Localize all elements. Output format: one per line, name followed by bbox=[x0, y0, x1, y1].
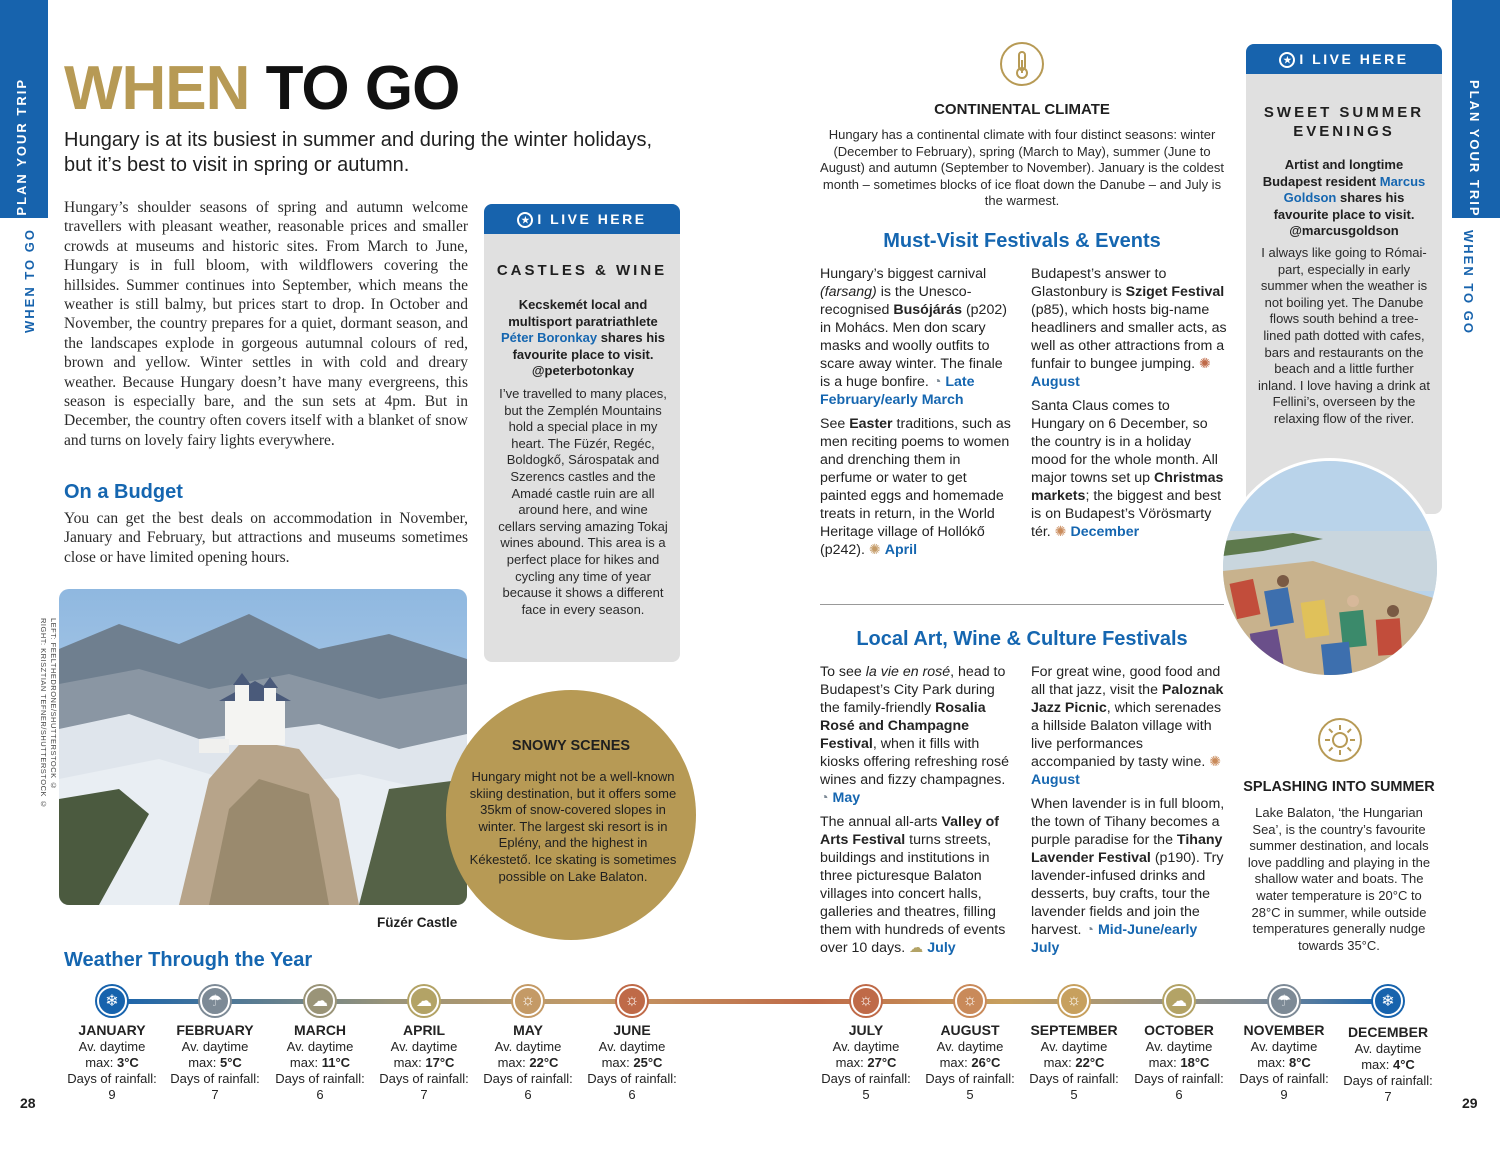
fuzer-castle-photo bbox=[59, 589, 467, 905]
weather-month-april bbox=[372, 1022, 476, 1103]
max-temp-line bbox=[918, 1055, 1022, 1071]
paloznak-paragraph bbox=[1031, 663, 1227, 789]
rainfall-label: Days of rainfall: bbox=[275, 1071, 365, 1086]
climate-body: Hungary has a continental climate with four distinct seasons: winter (December to February), spring (March to May), summer (June to August) and autumn (September to November). January is the coldest month – sometimes blocks of ice float down the Danube – and July is the warmest. bbox=[820, 127, 1224, 209]
sun-icon: ☼ bbox=[1059, 986, 1089, 1016]
max-temp-line bbox=[1232, 1055, 1336, 1071]
rain-cloud-icon: ☂ bbox=[1269, 986, 1299, 1016]
local-handle: @marcusgoldson bbox=[1289, 223, 1399, 238]
month-name: MARCH bbox=[293, 1022, 347, 1038]
festivals-heading: Must-Visit Festivals & Events bbox=[883, 230, 1161, 252]
text-italic: la vie en rosé bbox=[865, 664, 951, 680]
rainfall-label: Days of rainfall: bbox=[1029, 1071, 1119, 1086]
daytime-label: Av. daytime bbox=[598, 1039, 666, 1054]
live-here-header bbox=[484, 204, 680, 234]
text: See bbox=[820, 416, 846, 432]
month-name: AUGUST bbox=[940, 1022, 1000, 1038]
event-date: May bbox=[832, 790, 861, 806]
rainfall-label: Days of rainfall: bbox=[821, 1071, 911, 1086]
max-temp-line bbox=[1022, 1055, 1126, 1071]
daytime-label: Av. daytime bbox=[1354, 1041, 1422, 1056]
weather-month-june bbox=[580, 1022, 684, 1103]
month-name: JANUARY bbox=[78, 1022, 146, 1038]
title-to-go: TO GO bbox=[265, 54, 460, 123]
daytime-label: Av. daytime bbox=[286, 1039, 354, 1054]
live-here-title bbox=[1246, 103, 1442, 141]
weather-month-january bbox=[60, 1022, 164, 1103]
easter-name: Easter bbox=[849, 416, 893, 432]
weather-heading: Weather Through the Year bbox=[64, 949, 313, 971]
left-side-tab bbox=[0, 0, 48, 218]
max-temp-value: 4°C bbox=[1392, 1057, 1415, 1072]
rainfall-value: 5 bbox=[862, 1087, 870, 1102]
rainfall-label: Days of rainfall: bbox=[925, 1071, 1015, 1086]
local-name: Marcus Goldson bbox=[1283, 173, 1426, 205]
festivals-column-2 bbox=[1031, 265, 1227, 547]
text: , head to Budapest’s City Park during the family-friendly bbox=[820, 664, 1006, 716]
max-temp-line bbox=[1127, 1055, 1231, 1071]
daytime-label: Av. daytime bbox=[1250, 1039, 1318, 1054]
lavender-paragraph bbox=[1031, 795, 1227, 957]
sun-icon-svg bbox=[1320, 720, 1360, 760]
calendar-icon: ◔ bbox=[932, 374, 942, 390]
weather-month-september bbox=[1022, 1022, 1126, 1103]
rainfall-value: 6 bbox=[316, 1087, 324, 1102]
text: To see bbox=[820, 664, 862, 680]
snowflake-icon: ❄ bbox=[97, 986, 127, 1016]
max-temp-line bbox=[372, 1055, 476, 1071]
live-here-icon: ★ bbox=[1279, 52, 1295, 68]
snowy-scenes-circle bbox=[446, 690, 696, 940]
weather-month-may bbox=[476, 1022, 580, 1103]
max-label: max: bbox=[1148, 1055, 1177, 1070]
beach-photo bbox=[1220, 458, 1440, 678]
sun-icon: ✺ bbox=[1199, 356, 1211, 372]
weather-month-december bbox=[1336, 1024, 1440, 1105]
left-tab-when-to-go: WHEN TO GO bbox=[22, 228, 37, 333]
max-temp-line bbox=[1336, 1057, 1440, 1073]
photo-credit-left: LEFT: FEELTHEDRONE/SHUTTERSTOCK © bbox=[49, 618, 58, 791]
sun-cloud-icon: ☁ bbox=[409, 986, 439, 1016]
intro-part-b: shares his favourite place to visit. bbox=[512, 330, 666, 362]
text: ; the biggest and best is on Budapest’s Vörösmarty tér. bbox=[1031, 488, 1222, 540]
max-label: max: bbox=[1043, 1055, 1072, 1070]
summer-title: SPLASHING INTO SUMMER bbox=[1243, 779, 1435, 795]
live-here-body: I always like going to Római-part, especially in early summer when the weather is not boiling yet. The Danube flows south behind a tree-lined path dotted with cafes, bars and restaurants on the beach and a little further inland. I love having a drink at Fellini’s, overseen by the relaxing flow of the river. bbox=[1258, 245, 1430, 426]
live-here-intro bbox=[498, 297, 668, 380]
month-name: DECEMBER bbox=[1347, 1024, 1429, 1040]
rainfall-label: Days of rainfall: bbox=[1134, 1071, 1224, 1086]
event-date: Late February/early March bbox=[820, 374, 975, 408]
weather-month-february bbox=[163, 1022, 267, 1103]
section-divider bbox=[820, 604, 1224, 605]
event-date: April bbox=[884, 542, 918, 558]
live-here-intro bbox=[1258, 157, 1430, 240]
rosalia-paragraph bbox=[820, 663, 1016, 807]
intro-part-a: Kecskemét local and multisport paratriathlete bbox=[508, 297, 658, 329]
max-label: max: bbox=[939, 1055, 968, 1070]
sun-cloud-icon: ☁ bbox=[305, 986, 335, 1016]
page-number-right: 29 bbox=[1462, 1095, 1478, 1111]
rainfall-value: 5 bbox=[1070, 1087, 1078, 1102]
rainfall-value: 6 bbox=[1175, 1087, 1183, 1102]
rainfall-label: Days of rainfall: bbox=[67, 1071, 157, 1086]
christmas-paragraph bbox=[1031, 397, 1227, 541]
art-column-1 bbox=[820, 663, 1016, 963]
photo-caption: Füzér Castle bbox=[377, 915, 458, 930]
max-temp-value: 17°C bbox=[425, 1055, 455, 1070]
snowflake-icon: ❄ bbox=[1373, 986, 1403, 1016]
max-label: max: bbox=[85, 1055, 114, 1070]
month-name: SEPTEMBER bbox=[1030, 1022, 1118, 1038]
max-label: max: bbox=[1361, 1057, 1390, 1072]
festivals-column-1 bbox=[820, 265, 1016, 565]
cloud-icon: ◔ bbox=[1085, 922, 1094, 938]
max-temp-line bbox=[580, 1055, 684, 1071]
month-name: FEBRUARY bbox=[176, 1022, 254, 1038]
main-text: Hungary’s shoulder seasons of spring and autumn welcome travellers with pleasant weather, reasonable prices and smaller crowds at museums and historic sites. From March to June, Hungary is in full bloom, with wildflowers covering the hillsides. Summer continues into September, which means the weather is still balmy, but prices start to drop. In October and November, the country prepares for a quiet, dormant season, and the landscapes explode in gorgeous autumnal colours of red, brown and yellow. Winter settles in with cold and dreary weather. Because Hungary doesn’t have many evergreens, this season is especially bare, and the sun sets at 4pm. But in December, the country often covers itself with a blanket of snow and turns on lovely fairy lights everywhere. bbox=[64, 199, 468, 449]
sun-icon: ☼ bbox=[513, 986, 543, 1016]
max-label: max: bbox=[1257, 1055, 1286, 1070]
max-temp-value: 3°C bbox=[116, 1055, 139, 1070]
max-label: max: bbox=[497, 1055, 526, 1070]
intro-part-b: shares his favourite place to visit. bbox=[1273, 190, 1415, 222]
sun-icon: ✺ bbox=[1209, 754, 1222, 770]
valley-of-arts-name: Valley of Arts Festival bbox=[820, 814, 1000, 848]
beach-scene-image bbox=[1223, 461, 1440, 678]
thermometer-icon-svg bbox=[1002, 44, 1042, 84]
intro-part-a: Artist and longtime Budapest resident bbox=[1262, 157, 1404, 189]
month-name: APRIL bbox=[403, 1022, 445, 1038]
budget-heading: On a Budget bbox=[64, 481, 183, 503]
weather-month-october bbox=[1127, 1022, 1231, 1103]
text: traditions, such as men reciting poems to women and drenching them in perfume or water to get painted eggs and homemade treats in return, in the World Heritage village of Hollókő (p242). bbox=[820, 416, 1011, 558]
rainfall-value: 6 bbox=[524, 1087, 532, 1102]
page-title bbox=[64, 54, 460, 123]
rainfall-value: 7 bbox=[1384, 1089, 1392, 1104]
rainfall-value: 5 bbox=[966, 1087, 974, 1102]
max-temp-value: 8°C bbox=[1288, 1055, 1311, 1070]
busojaras-name: Busójárás bbox=[893, 302, 962, 318]
text: (p85), which hosts big-name headliners and smaller acts, as well as other attractions from a funfair to bungee jumping. bbox=[1031, 302, 1227, 372]
live-here-icon: ★ bbox=[517, 212, 533, 228]
rainfall-label: Days of rainfall: bbox=[483, 1071, 573, 1086]
rainfall-value: 9 bbox=[1280, 1087, 1288, 1102]
castle-landscape-image bbox=[59, 589, 467, 905]
text: (p202) in Mohács. Men don scary masks and woolly outfits to scare away winter. The finale is a huge bonfire. bbox=[820, 302, 1007, 390]
christmas-markets-name: Christmas markets bbox=[1031, 470, 1224, 504]
sun-icon: ☼ bbox=[617, 986, 647, 1016]
month-name: MAY bbox=[513, 1022, 543, 1038]
max-temp-value: 22°C bbox=[529, 1055, 559, 1070]
title-line-2: EVENINGS bbox=[1293, 123, 1395, 140]
weather-month-march bbox=[268, 1022, 372, 1103]
snowy-scenes-title: SNOWY SCENES bbox=[511, 738, 631, 754]
text-italic: (farsang) bbox=[820, 284, 877, 300]
live-here-title: CASTLES & WINE bbox=[496, 262, 668, 279]
local-name: Péter Boronkay bbox=[500, 330, 598, 345]
paloznak-name: Paloznak Jazz Picnic bbox=[1031, 682, 1224, 716]
cloud-icon: ◔ bbox=[820, 790, 829, 806]
valley-of-arts-paragraph bbox=[820, 813, 1016, 957]
max-temp-line bbox=[476, 1055, 580, 1071]
month-name: OCTOBER bbox=[1144, 1022, 1214, 1038]
daytime-label: Av. daytime bbox=[936, 1039, 1004, 1054]
max-label: max: bbox=[289, 1055, 319, 1070]
rainfall-label: Days of rainfall: bbox=[379, 1071, 469, 1086]
live-here-body: I’ve travelled to many places, but the Zemplén Mountains hold a special place in my heart. The Füzér, Regéc, Boldogkő, Sárospatak and Szerencs castles and the Amadé castle ruin are all around here, and wine cellars serving amazing Tokaj wines abound. This area is a perfect place for hikes and cycling any time of year because it shows a different face in every season. bbox=[498, 386, 668, 617]
max-temp-line bbox=[60, 1055, 164, 1071]
weather-month-august bbox=[918, 1022, 1022, 1103]
right-tab-when-to-go: WHEN TO GO bbox=[1461, 230, 1476, 335]
sun-cloud-icon: ☁ bbox=[909, 940, 924, 956]
lavender-festival-name: Tihany Lavender Festival bbox=[1031, 832, 1223, 866]
event-date: July bbox=[927, 940, 956, 956]
text: is the Unesco-recognised bbox=[820, 284, 972, 318]
summer-body: Lake Balaton, ‘the Hungarian Sea’, is the country’s favourite summer destination, and locals love paddling and playing in the shallow water and boats. The water temperature is 20°C to 28°C in summer, while outside temperatures generally nudge towards 35°C. bbox=[1247, 805, 1431, 953]
text: For great wine, good food and all that jazz, visit the bbox=[1031, 664, 1221, 698]
month-name: JULY bbox=[848, 1022, 884, 1038]
local-handle: @peterbotonkay bbox=[531, 363, 635, 378]
max-temp-line bbox=[163, 1055, 267, 1071]
max-label: max: bbox=[393, 1055, 422, 1070]
max-temp-value: 22°C bbox=[1075, 1055, 1105, 1070]
event-date: Mid-June/early July bbox=[1031, 922, 1198, 956]
daytime-label: Av. daytime bbox=[390, 1039, 458, 1054]
thermometer-icon bbox=[1000, 42, 1044, 86]
daytime-label: Av. daytime bbox=[181, 1039, 249, 1054]
weather-month-july bbox=[814, 1022, 918, 1103]
sun-icon: ☼ bbox=[851, 986, 881, 1016]
daytime-label: Av. daytime bbox=[832, 1039, 900, 1054]
art-heading: Local Art, Wine & Culture Festivals bbox=[856, 628, 1188, 650]
text: (p190). Try lavender-infused drinks and desserts, buy crafts, tour the lavender fields and join the harvest. bbox=[1031, 850, 1224, 938]
text: Hungary’s biggest carnival bbox=[820, 266, 987, 282]
sun-icon: ☼ bbox=[955, 986, 985, 1016]
sziget-paragraph bbox=[1031, 265, 1227, 391]
sun-icon bbox=[1318, 718, 1362, 762]
easter-paragraph bbox=[820, 415, 1016, 559]
rainfall-label: Days of rainfall: bbox=[587, 1071, 677, 1086]
live-here-header bbox=[1246, 44, 1442, 74]
daytime-label: Av. daytime bbox=[494, 1039, 562, 1054]
event-date: August bbox=[1031, 374, 1080, 390]
text: , when it fills with kiosks offering refreshing rosé wines and fizzy champagnes. bbox=[820, 736, 1009, 788]
rain-cloud-icon: ☂ bbox=[200, 986, 230, 1016]
text: Budapest’s answer to Glastonbury is bbox=[1031, 266, 1167, 300]
rosalia-name: Rosalia Rosé and Champagne Festival bbox=[820, 700, 986, 752]
right-tab-plan-your-trip: PLAN YOUR TRIP bbox=[1467, 80, 1482, 218]
event-date: December bbox=[1070, 524, 1140, 540]
live-here-box-summer bbox=[1246, 44, 1442, 514]
live-here-label: I LIVE HERE bbox=[537, 211, 647, 227]
rainfall-label: Days of rainfall: bbox=[1343, 1073, 1433, 1088]
climate-title: CONTINENTAL CLIMATE bbox=[934, 101, 1110, 118]
text: The annual all-arts bbox=[820, 814, 938, 830]
month-name: NOVEMBER bbox=[1243, 1022, 1325, 1038]
weather-month-november bbox=[1232, 1022, 1336, 1103]
max-temp-value: 11°C bbox=[321, 1055, 351, 1070]
max-label: max: bbox=[601, 1055, 630, 1070]
sziget-name: Sziget Festival bbox=[1125, 284, 1225, 300]
rainfall-label: Days of rainfall: bbox=[1239, 1071, 1329, 1086]
sun-cloud-icon: ☁ bbox=[1164, 986, 1194, 1016]
month-name: JUNE bbox=[613, 1022, 651, 1038]
weather-timeline-line bbox=[112, 999, 1388, 1004]
rainfall-label: Days of rainfall: bbox=[170, 1071, 260, 1086]
budget-text: You can get the best deals on accommodation in November, January and February, but attractions and museums sometimes close or have limited opening hours. bbox=[64, 510, 468, 566]
busojaras-paragraph bbox=[820, 265, 1016, 409]
art-column-2 bbox=[1031, 663, 1227, 963]
text: Santa Claus comes to Hungary on 6 December, so the country is in a holiday mood for the whole month. All major towns set up bbox=[1031, 398, 1218, 486]
rainfall-value: 6 bbox=[628, 1087, 636, 1102]
title-when: WHEN bbox=[64, 54, 250, 123]
photo-credits bbox=[38, 618, 58, 809]
max-temp-line bbox=[814, 1055, 918, 1071]
max-temp-line bbox=[268, 1055, 372, 1071]
max-temp-value: 26°C bbox=[971, 1055, 1001, 1070]
sun-icon: ✺ bbox=[868, 542, 881, 558]
live-here-box-castles bbox=[484, 204, 680, 662]
daytime-label: Av. daytime bbox=[1145, 1039, 1213, 1054]
text: , which serenades a hillside Balaton village with live performances accompanied by tasty wine. bbox=[1031, 700, 1222, 770]
max-label: max: bbox=[188, 1055, 217, 1070]
photo-credit-right: RIGHT: KRISZTIAN TEFNER/SHUTTERSTOCK © bbox=[39, 618, 48, 810]
sun-icon: ✺ bbox=[1054, 524, 1067, 540]
page-number-left: 28 bbox=[20, 1095, 36, 1111]
daytime-label: Av. daytime bbox=[1040, 1039, 1108, 1054]
max-temp-value: 18°C bbox=[1180, 1055, 1210, 1070]
left-tab-plan-your-trip: PLAN YOUR TRIP bbox=[14, 78, 29, 216]
event-date: August bbox=[1031, 772, 1080, 788]
title-line-1: SWEET SUMMER bbox=[1263, 104, 1425, 121]
right-side-tab bbox=[1452, 0, 1500, 218]
max-temp-value: 25°C bbox=[633, 1055, 663, 1070]
rainfall-value: 7 bbox=[211, 1087, 219, 1102]
max-label: max: bbox=[835, 1055, 864, 1070]
max-temp-value: 5°C bbox=[219, 1055, 242, 1070]
live-here-label: I LIVE HERE bbox=[1299, 51, 1409, 67]
intro-text: Hungary is at its busiest in summer and during the winter holidays, but it’s best to visit in spring or autumn. bbox=[64, 129, 653, 176]
text: turns streets, buildings and institutions in three picturesque Balaton villages into concert halls, galleries and theatres, filling them with hundreds of events over 10 days. bbox=[820, 832, 1006, 956]
rainfall-value: 9 bbox=[108, 1087, 116, 1102]
text: When lavender is in full bloom, the town of Tihany becomes a purple paradise for the bbox=[1031, 796, 1225, 848]
daytime-label: Av. daytime bbox=[78, 1039, 146, 1054]
snowy-scenes-body: Hungary might not be a well-known skiing destination, but it offers some 35km of snow-covered slopes in winter. The largest ski resort is in Eplény, and the highest in Kékestető. Ice skating is sometimes possible on Lake Balaton. bbox=[469, 769, 677, 884]
max-temp-value: 27°C bbox=[867, 1055, 897, 1070]
rainfall-value: 7 bbox=[420, 1087, 428, 1102]
